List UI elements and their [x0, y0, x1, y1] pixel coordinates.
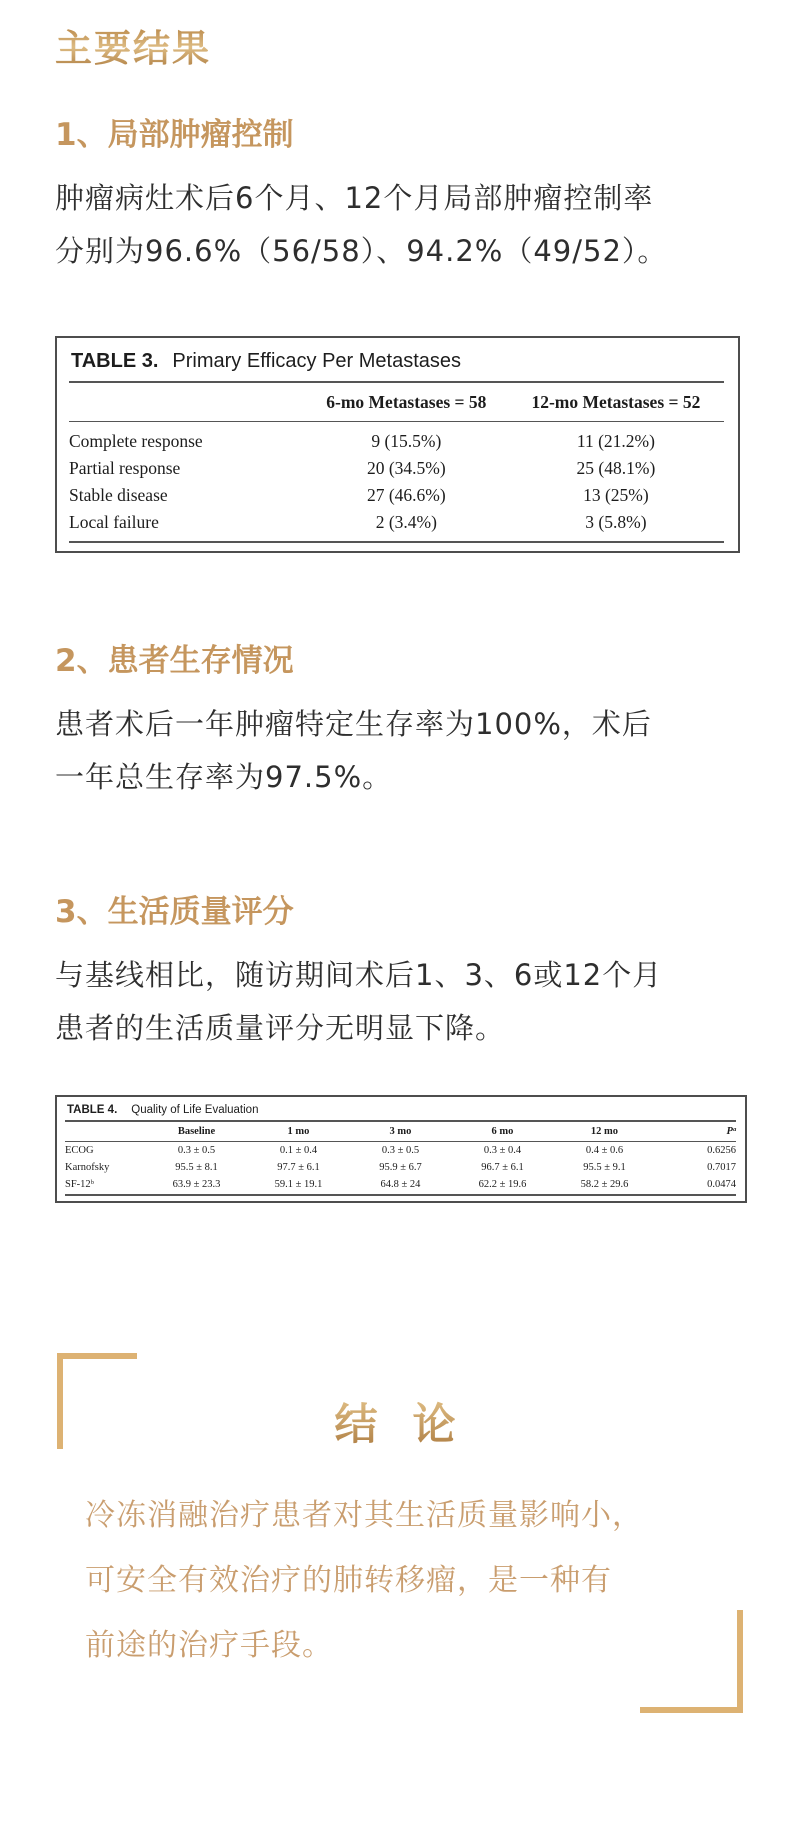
table-cell: 0.0474: [655, 1176, 736, 1195]
table-3: [55, 336, 740, 553]
section-3-heading: 3、生活质量评分: [55, 894, 294, 930]
table-cell: 95.9 ± 6.7: [379, 1162, 422, 1173]
table-3-grid: [69, 381, 724, 543]
page-title: 主要结果: [55, 26, 745, 70]
table-4: [55, 1095, 747, 1203]
section-3-line-2: 患者的生活质量评分无明显下降。: [55, 1011, 506, 1045]
table-4-header-12mo: 12 mo: [553, 1121, 655, 1142]
section-3-paragraph: [55, 949, 745, 1055]
table-4-header-6mo: 6 mo: [451, 1121, 553, 1142]
section-1-heading: 1、局部肿瘤控制: [55, 117, 294, 153]
table-cell: 27 (46.6%): [366, 485, 446, 505]
table-cell: 0.3 ± 0.4: [483, 1145, 522, 1156]
section-1-line-2: 分别为96.6%（56/58）、94.2%（49/52）。: [55, 234, 668, 268]
table-cell: 20 (34.5%): [366, 458, 446, 478]
table-cell: 13 (25%): [583, 485, 649, 505]
table-cell: 0.6256: [707, 1145, 736, 1156]
section-2-line-1: 患者术后一年肿瘤特定生存率为100%，术后: [55, 707, 652, 741]
table-cell: 11 (21.2%): [576, 431, 655, 451]
table-cell: 63.9 ± 23.3: [146, 1176, 248, 1195]
table-cell: 58.2 ± 29.6: [553, 1176, 655, 1195]
table-4-header-baseline: Baseline: [146, 1121, 248, 1142]
table-row: [65, 1142, 736, 1160]
section-3-line-1: 与基线相比，随访期间术后1、3、6或12个月: [55, 958, 663, 992]
table-cell: 95.5 ± 8.1: [175, 1162, 218, 1173]
table-cell: ECOG: [65, 1145, 94, 1156]
table-row: [69, 455, 724, 482]
table-cell: 0.4 ± 0.6: [585, 1145, 624, 1156]
conclusion-title: 结 论: [55, 1353, 745, 1451]
conclusion-line-3: 前途的治疗手段。: [85, 1628, 333, 1663]
table-cell: 25 (48.1%): [576, 458, 656, 478]
table-cell: 9 (15.5%): [371, 431, 442, 451]
table-row: [69, 509, 724, 542]
table-3-caption: Primary Efficacy Per Metastases: [172, 350, 462, 372]
table-cell: 62.2 ± 19.6: [451, 1176, 553, 1195]
table-cell: 97.7 ± 6.1: [277, 1162, 320, 1173]
table-cell: Karnofsky: [65, 1162, 110, 1173]
table-4-header-row: [65, 1121, 736, 1142]
table-cell: 0.1 ± 0.4: [279, 1145, 318, 1156]
table-3-label: TABLE 3.: [71, 350, 159, 372]
table-row: [69, 422, 724, 456]
table-row: [65, 1176, 736, 1195]
corner-bracket-top-left-icon: [57, 1353, 137, 1449]
table-cell: SF-12ᵇ: [65, 1176, 146, 1195]
table-cell: 96.7 ± 6.1: [481, 1162, 524, 1173]
table-cell: 95.5 ± 9.1: [583, 1162, 626, 1173]
table-row: [65, 1159, 736, 1176]
table-4-header-empty: [65, 1121, 146, 1142]
table-3-header-6mo: 6-mo Metastases = 58: [305, 382, 508, 422]
table-cell: 59.1 ± 19.1: [248, 1176, 350, 1195]
corner-bracket-bottom-right-icon: [640, 1610, 743, 1713]
table-3-header-empty: [69, 382, 305, 422]
table-4-caption: Quality of Life Evaluation: [131, 1104, 259, 1116]
section-1-paragraph: [55, 172, 745, 278]
table-3-titlebar: [69, 348, 724, 381]
table-4-header-p: Pᵃ: [655, 1121, 736, 1142]
table-row: [69, 482, 724, 509]
table-cell: 2 (3.4%): [305, 509, 508, 542]
table-cell: Local failure: [69, 509, 305, 542]
table-4-label: TABLE 4.: [67, 1104, 118, 1116]
table-cell: 3 (5.8%): [508, 509, 724, 542]
table-4-header-3mo: 3 mo: [349, 1121, 451, 1142]
table-cell: Partial response: [69, 458, 181, 478]
table-cell: Complete response: [69, 431, 203, 451]
section-2-paragraph: [55, 698, 745, 804]
table-3-header-12mo: 12-mo Metastases = 52: [508, 382, 724, 422]
table-4-header-1mo: 1 mo: [248, 1121, 350, 1142]
table-cell: 64.8 ± 24: [349, 1176, 451, 1195]
section-2-heading: 2、患者生存情况: [55, 643, 294, 679]
table-4-titlebar: [65, 1103, 736, 1120]
table-cell: 0.7017: [707, 1162, 736, 1173]
section-2-line-2: 一年总生存率为97.5%。: [55, 760, 393, 794]
section-1-line-1: 肿瘤病灶术后6个月、12个月局部肿瘤控制率: [55, 181, 654, 215]
conclusion-line-2: 可安全有效治疗的肺转移瘤，是一种有: [85, 1563, 612, 1598]
table-3-header-row: [69, 382, 724, 422]
conclusion-section: [55, 1353, 745, 1713]
conclusion-line-1: 冷冻消融治疗患者对其生活质量影响小，: [85, 1498, 643, 1533]
table-cell: 0.3 ± 0.5: [381, 1145, 420, 1156]
table-cell: 0.3 ± 0.5: [177, 1145, 216, 1156]
table-cell: Stable disease: [69, 485, 168, 505]
table-4-grid: [65, 1120, 736, 1196]
